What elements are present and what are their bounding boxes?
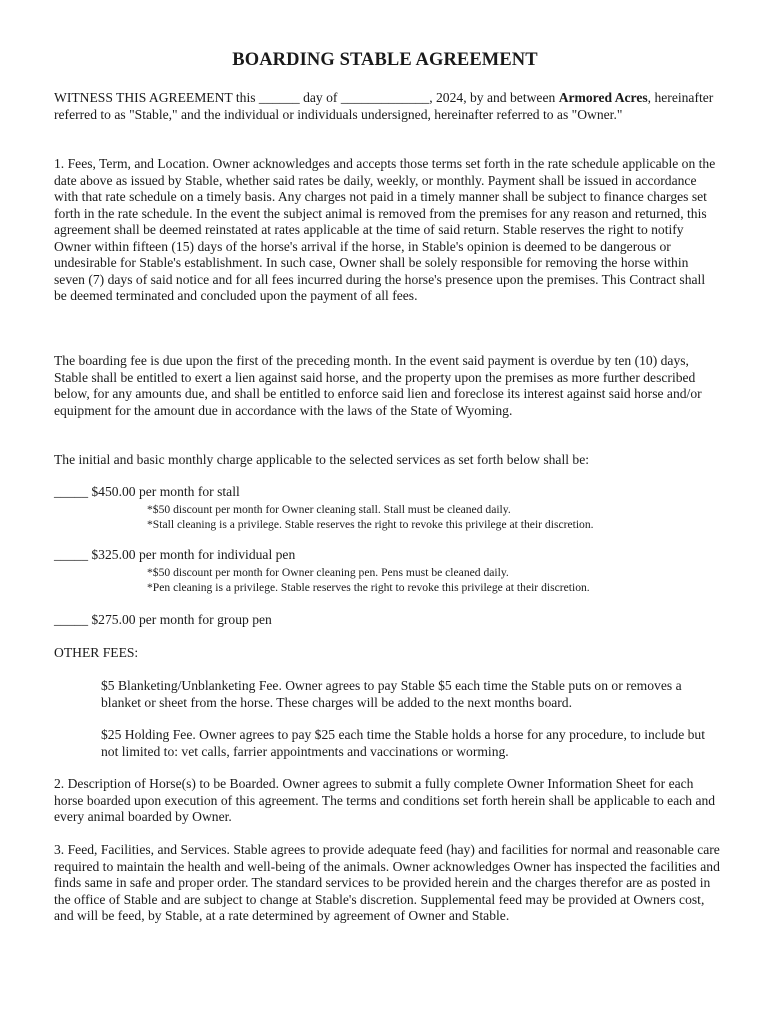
stall-note-privilege: *Stall cleaning is a privilege. Stable reserves the right to revoke this privilege at their discretion. [147, 518, 594, 531]
witness-paragraph [54, 90, 720, 123]
witness-text-after: , hereinafter referred to as "Stable," and the individual or individuals undersigned, hereinafter referred to as "Owner." [54, 90, 714, 122]
boarding-fee-paragraph: The boarding fee is due upon the first of the preceding month. In the event said payment is overdue by ten (10) days, Stable shall be entitled to exert a lien against said horse, and the property upon the premises as more further described below, for any amounts due, and shall be entitled to enforce said lien and foreclose its interest against said horse and/or equipment for the amount due in accordance with the laws of the State of Wyoming. [54, 353, 702, 418]
section-2-horse-description: 2. Description of Horse(s) to be Boarded. Owner agrees to submit a fully complete Owner Information Sheet for each horse boarded upon execution of this agreement. The terms and conditions set forth herein shall be applicable to each and every animal boarded by Owner. [54, 776, 716, 824]
document-title: BOARDING STABLE AGREEMENT [232, 50, 538, 70]
section-3-feed-facilities: 3. Feed, Facilities, and Services. Stable agrees to provide adequate feed (hay) and facilities for normal and reasonable care required to maintain the health and well-being of the animals. Owner acknowledges Owner has inspected the facilities and finds same in safe and proper order. The standard services to be provided herein and the charges therefor are as posted in the office of Stable and are subject to change at Stable's discretion. Supplemental feed may be provided at Owners cost, and will be feed, by Stable, at a rate determined by agreement of Owner and Stable. [54, 842, 720, 923]
individual-pen-option: _____ $325.00 per month for individual pen [54, 547, 296, 562]
witness-text-before: WITNESS THIS AGREEMENT this ______ day of _____________, 2024, by and between [54, 90, 559, 105]
blanketing-fee: $5 Blanketing/Unblanketing Fee. Owner agrees to pay Stable $5 each time the Stable puts on or removes a blanket or sheet from the horse. These charges will be added to the next months board. [101, 678, 682, 710]
initial-charge-paragraph: The initial and basic monthly charge applicable to the selected services as set forth below shall be: [54, 452, 590, 467]
group-pen-option: _____ $275.00 per month for group pen [54, 612, 272, 627]
stall-note-discount: *$50 discount per month for Owner cleaning stall. Stall must be cleaned daily. [147, 503, 511, 516]
stall-option: _____ $450.00 per month for stall [54, 484, 240, 499]
other-fees-heading: OTHER FEES: [54, 645, 139, 660]
section-1-fees-term-location: 1. Fees, Term, and Location. Owner acknowledges and accepts those terms set forth in the rate schedule applicable on the date above as issued by Stable, whether said rates be daily, weekly, or monthly. Payment shall be issued in accordance with that rate schedule on a timely basis. Any charges not paid in a timely manner shall be subject to finance charges set forth in the rate schedule. In the event the subject animal is removed from the premises for any reason and returned, this agreement shall be deemed reinstated at rates applicable at the time of said return. Stable reserves the right to notify Owner within fifteen (15) days of the horse's arrival if the horse, in Stable's opinion is deemed to be dangerous or undesirable for Stable's establishment. In such case, Owner shall be solely responsible for removing the horse within seven (7) days of said notice and for all fees incurred during the horse's presence upon the premises. This Contract shall be deemed terminated and concluded upon the payment of all fees. [54, 156, 716, 303]
stable-name: Armored Acres [558, 90, 648, 105]
pen-note-privilege: *Pen cleaning is a privilege. Stable reserves the right to revoke this privilege at their discretion. [147, 581, 590, 594]
holding-fee: $25 Holding Fee. Owner agrees to pay $25 each time the Stable holds a horse for any procedure, to include but not limited to: vet calls, farrier appointments and vaccinations or worming. [101, 727, 705, 759]
pen-note-discount: *$50 discount per month for Owner cleaning pen. Pens must be cleaned daily. [147, 566, 509, 579]
